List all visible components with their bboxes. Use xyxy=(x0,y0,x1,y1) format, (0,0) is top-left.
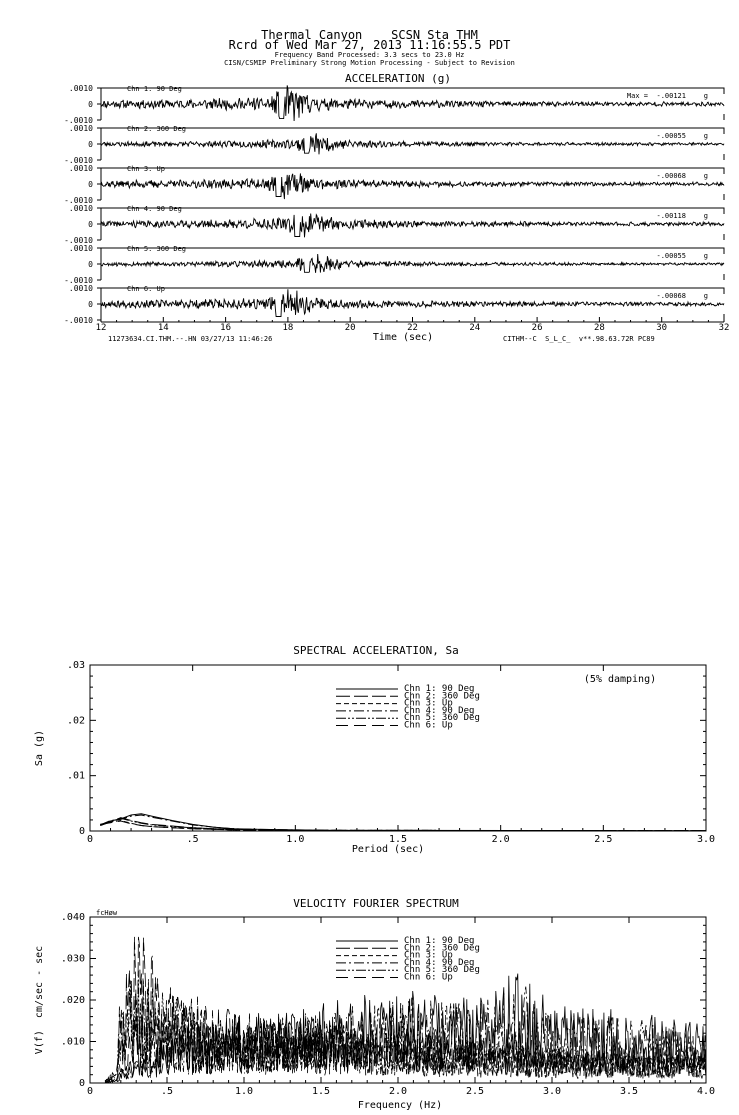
acceleration-x-tick-label: 30 xyxy=(656,323,668,333)
legend-label-2: Chn 2: 360 Deg xyxy=(404,691,480,702)
x-tick-label: 2.0 xyxy=(388,1086,408,1097)
trace-y-tick-label: -.0010 xyxy=(64,156,93,165)
trace-y-tick-label: 0 xyxy=(88,180,93,189)
trace-max-unit: g xyxy=(703,212,708,220)
y-tick-label: .01 xyxy=(66,770,85,782)
trace-channel-label: Chn 4: 90 Deg xyxy=(127,205,182,213)
trace-max-prefix: Max = xyxy=(626,92,648,100)
acceleration-trace-5 xyxy=(64,244,724,285)
x-tick-label: 1.0 xyxy=(286,834,305,845)
legend-label-6: Chn 6: Up xyxy=(404,972,453,983)
trace-y-tick-label: .0010 xyxy=(68,284,93,293)
trace-max-value: -.00068 xyxy=(656,292,686,300)
acceleration-x-tick-label: 14 xyxy=(157,323,169,333)
legend-label-5: Chn 5: 360 Deg xyxy=(404,713,480,724)
spectral-annotation: (5% damping) xyxy=(583,674,657,685)
x-tick-label: 1.0 xyxy=(234,1086,254,1097)
legend-label-4: Chn 4: 90 Deg xyxy=(404,705,475,716)
trace-channel-label: Chn 1: 90 Deg xyxy=(127,85,182,93)
acceleration-x-label: Time (sec) xyxy=(372,332,434,343)
acceleration-trace-4 xyxy=(64,204,724,245)
trace-y-tick-label: -.0010 xyxy=(64,236,93,245)
acceleration-x-tick-label: 12 xyxy=(95,323,107,333)
acceleration-x-tick-label: 26 xyxy=(531,323,543,333)
trace-max-unit: g xyxy=(703,252,708,260)
trace-frame-top xyxy=(101,248,724,254)
x-tick-label: .5 xyxy=(186,834,199,845)
fourier-y-label: V(f) cm/sec - sec xyxy=(34,945,45,1055)
acceleration-footer-left: 11273634.CI.THM.--.HN 03/27/13 11:46:26 xyxy=(108,335,273,343)
y-tick-label: 0 xyxy=(78,1078,85,1089)
legend-label-5: Chn 5: 360 Deg xyxy=(404,965,480,976)
y-tick-label: 0 xyxy=(78,826,85,837)
y-tick-label: .020 xyxy=(60,995,85,1006)
trace-max-unit: g xyxy=(703,292,708,300)
x-tick-label: 0 xyxy=(86,834,94,845)
trace-y-tick-label: -.0010 xyxy=(64,276,93,285)
series-line-1 xyxy=(100,814,706,831)
trace-y-tick-label: 0 xyxy=(88,220,93,229)
series-line-6 xyxy=(100,821,706,831)
x-tick-label: 3.5 xyxy=(619,1086,639,1097)
acceleration-chart xyxy=(64,72,729,343)
acceleration-x-tick-label: 20 xyxy=(344,323,356,333)
trace-y-tick-label: .0010 xyxy=(68,124,93,133)
x-tick-label: 3.0 xyxy=(542,1086,562,1097)
acceleration-waveform xyxy=(101,133,724,154)
acceleration-x-tick-label: 32 xyxy=(718,323,730,333)
x-tick-label: 2.5 xyxy=(594,834,613,845)
fourier-annotation: fcHøw xyxy=(96,909,118,917)
spectral-title: SPECTRAL ACCELERATION, Sa xyxy=(293,644,459,657)
y-tick-label: .010 xyxy=(60,1036,85,1048)
acceleration-trace-2 xyxy=(64,124,724,165)
trace-max-value: -.00055 xyxy=(656,252,686,260)
spectral-y-label: Sa (g) xyxy=(34,729,45,767)
trace-max-unit: g xyxy=(703,132,708,140)
y-tick-label: .030 xyxy=(60,953,85,965)
trace-max-unit: g xyxy=(703,92,708,100)
legend-label-6: Chn 6: Up xyxy=(404,720,453,731)
spectral-plot-frame xyxy=(90,665,706,831)
x-tick-label: 1.5 xyxy=(311,1086,331,1097)
y-tick-label: .03 xyxy=(66,660,85,671)
trace-channel-label: Chn 3: Up xyxy=(127,165,165,173)
trace-y-tick-label: .0010 xyxy=(68,244,93,253)
acceleration-waveform xyxy=(101,289,724,316)
fourier-x-label: Frequency (Hz) xyxy=(357,1100,443,1111)
x-tick-label: 2.0 xyxy=(491,834,510,845)
legend-label-4: Chn 4: 90 Deg xyxy=(404,957,475,968)
acceleration-x-tick-label: 18 xyxy=(282,323,294,333)
trace-y-tick-label: -.0010 xyxy=(64,116,93,125)
series-line-3 xyxy=(100,821,706,831)
x-tick-label: .5 xyxy=(160,1086,174,1097)
trace-y-tick-label: 0 xyxy=(88,300,93,309)
trace-max-value: -.00118 xyxy=(656,212,686,220)
acceleration-trace-3 xyxy=(64,164,724,205)
y-tick-label: .040 xyxy=(60,912,85,923)
trace-frame-top xyxy=(101,128,724,134)
acceleration-waveform xyxy=(101,173,724,199)
velocity-fourier-chart xyxy=(34,897,715,1111)
trace-frame-top xyxy=(101,168,724,174)
trace-y-tick-label: -.0010 xyxy=(64,196,93,205)
title-line-1: Thermal Canyon SCSN Sta THM xyxy=(261,28,478,42)
fourier-title: VELOCITY FOURIER SPECTRUM xyxy=(293,897,459,910)
trace-max-value: -.00121 xyxy=(656,92,686,100)
acceleration-x-tick-label: 24 xyxy=(469,323,481,333)
legend-label-2: Chn 2: 360 Deg xyxy=(404,943,480,954)
acceleration-trace-1 xyxy=(64,84,724,125)
title-line-2: Rcrd of Wed Mar 27, 2013 11:16:55.5 PDT xyxy=(228,38,511,52)
title-line-3: Frequency Band Processed: 3.3 secs to 23.0 Hz xyxy=(274,51,465,59)
acceleration-footer-right: CITHM--C S_L_C_ v**.98.63.72R PC89 xyxy=(503,335,655,343)
x-tick-label: 1.5 xyxy=(388,834,408,845)
legend-label-3: Chn 3: Up xyxy=(404,950,453,961)
trace-channel-label: Chn 6: Up xyxy=(127,285,165,293)
trace-y-tick-label: 0 xyxy=(88,140,93,149)
x-tick-label: 2.5 xyxy=(465,1086,485,1097)
legend-label-1: Chn 1: 90 Deg xyxy=(404,936,475,946)
legend-label-3: Chn 3: Up xyxy=(404,698,453,709)
trace-max-unit: g xyxy=(703,172,708,180)
trace-y-tick-label: 0 xyxy=(88,100,93,109)
x-tick-label: 4.0 xyxy=(696,1086,716,1097)
trace-max-value: -.00068 xyxy=(656,172,686,180)
legend-label-1: Chn 1: 90 Deg xyxy=(404,684,475,694)
acceleration-waveform xyxy=(101,85,724,121)
acceleration-title: ACCELERATION (g) xyxy=(345,72,451,85)
title-line-4: CISN/CSMIP Preliminary Strong Motion Processing - Subject to Revision xyxy=(224,59,515,67)
acceleration-waveform xyxy=(101,214,724,238)
trace-y-tick-label: .0010 xyxy=(68,204,93,213)
trace-channel-label: Chn 5: 360 Deg xyxy=(127,245,187,253)
acceleration-waveform xyxy=(101,254,724,273)
x-tick-label: 3.0 xyxy=(696,834,716,845)
acceleration-x-tick-label: 16 xyxy=(220,323,232,333)
trace-frame-top xyxy=(101,288,724,294)
trace-y-tick-label: -.0010 xyxy=(64,316,93,325)
trace-channel-label: Chn 2: 360 Deg xyxy=(127,125,187,133)
trace-y-tick-label: 0 xyxy=(88,260,93,269)
trace-y-tick-label: .0010 xyxy=(68,84,93,93)
trace-max-value: -.00055 xyxy=(656,132,686,140)
trace-y-tick-label: .0010 xyxy=(68,164,93,173)
x-tick-label: 0 xyxy=(86,1086,94,1097)
y-tick-label: .02 xyxy=(66,715,85,727)
acceleration-x-tick-label: 28 xyxy=(593,323,605,333)
trace-frame-top xyxy=(101,208,724,214)
acceleration-x-tick-label: 22 xyxy=(407,323,418,333)
spectral-acceleration-chart xyxy=(34,644,715,855)
spectral-x-label: Period (sec) xyxy=(351,844,425,855)
